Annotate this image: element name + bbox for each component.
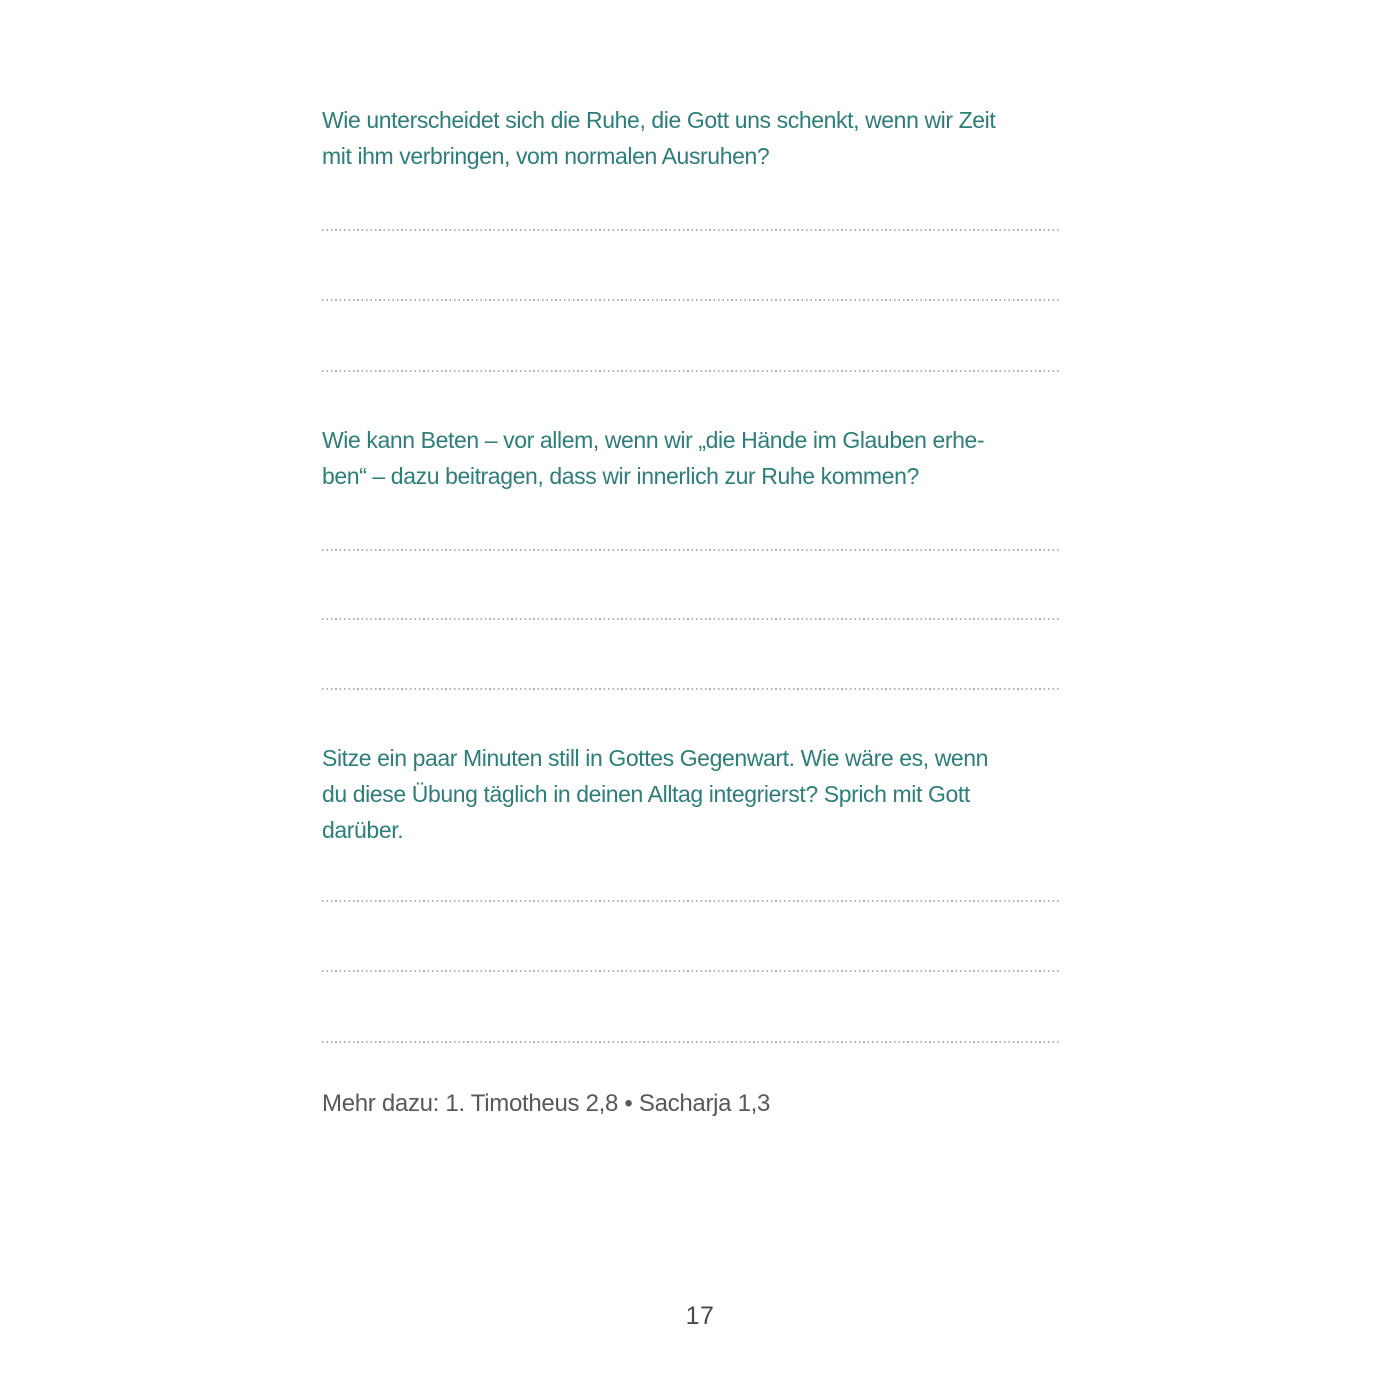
- answer-line: [322, 970, 1060, 972]
- answer-line: [322, 1041, 1060, 1043]
- answer-line: [322, 618, 1060, 620]
- answer-line: [322, 688, 1060, 690]
- question-1-line-2: mit ihm verbringen, vom normalen Ausruhen?: [322, 143, 770, 169]
- question-2: [322, 422, 1102, 494]
- answer-line: [322, 299, 1060, 301]
- question-2-line-2: ben“ – dazu beitragen, dass wir innerlich zur Ruhe kommen?: [322, 463, 919, 489]
- answer-line: [322, 229, 1060, 231]
- question-3-line-1: Sitze ein paar Minuten still in Gottes Gegenwart. Wie wäre es, wenn: [322, 745, 989, 771]
- question-2-line-1: Wie kann Beten – vor allem, wenn wir „die Hände im Glauben erhe-: [322, 427, 985, 453]
- answer-line: [322, 900, 1060, 902]
- answer-line: [322, 549, 1060, 551]
- answer-line: [322, 370, 1060, 372]
- question-3: [322, 740, 1102, 848]
- question-3-line-2: du diese Übung täglich in deinen Alltag integrierst? Sprich mit Gott: [322, 781, 970, 807]
- page-number: 17: [685, 1302, 715, 1330]
- question-1-line-1: Wie unterscheidet sich die Ruhe, die Gott uns schenkt, wenn wir Zeit: [322, 107, 996, 133]
- question-1: [322, 102, 1102, 174]
- scripture-reference: Mehr dazu: 1. Timotheus 2,8 • Sacharja 1,3: [322, 1090, 771, 1117]
- question-3-line-3: darüber.: [322, 817, 404, 843]
